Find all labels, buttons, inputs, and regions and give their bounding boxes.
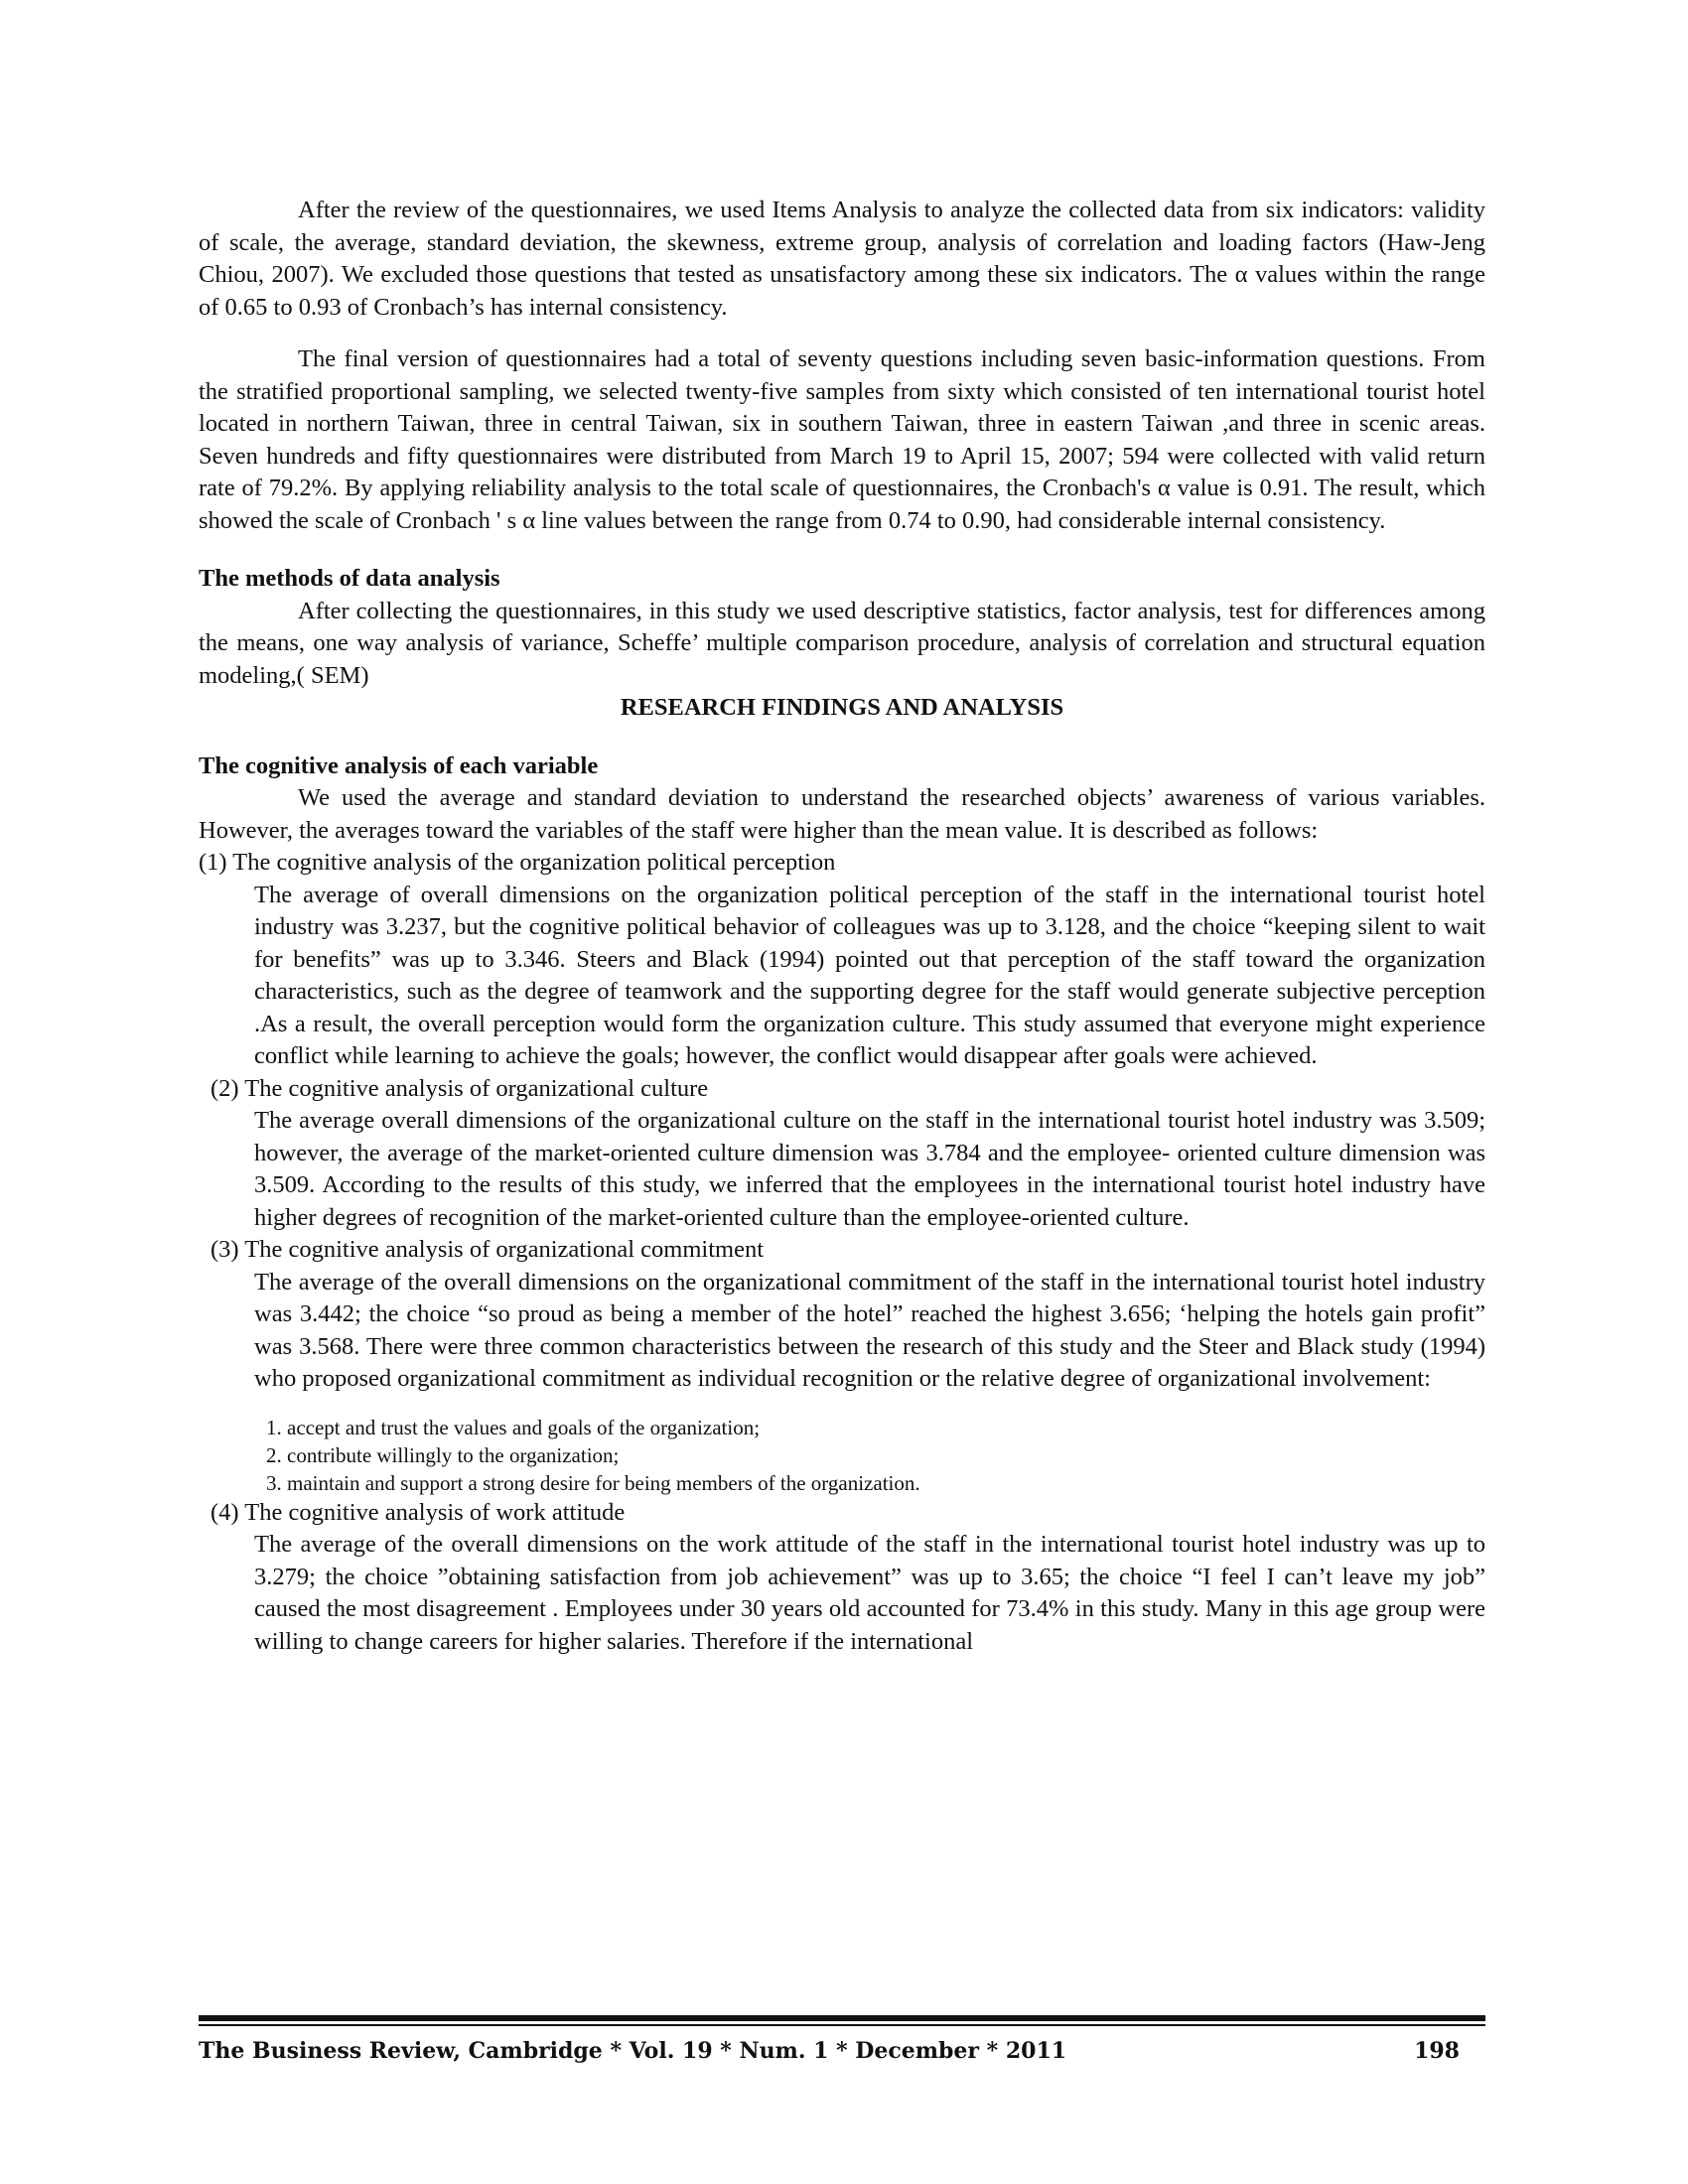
paragraph-items-analysis: After the review of the questionnaires, we used Items Analysis to analyze the collected data from six indicators: validity of scale, the average, standard deviation, the skewness, extreme group, analysis of correlation and loading factors (Haw-Jeng Chiou, 2007). We excluded those questions that tested as unsatisfactory among these six indicators. The α values within the range of 0.65 to 0.93 of Cronbach’s has internal consistency.	[199, 197, 1485, 321]
page-content	[199, 195, 1485, 1658]
page-number: 198	[1414, 2038, 1460, 2064]
commitment-list	[266, 1414, 1485, 1497]
section-body: The average overall dimensions of the organizational culture on the staff in the international tourist hotel industry was 3.509; however, the average of the market-oriented culture dimension was 3.784 and the employee- oriented culture dimension was 3.509. According to the results of this study, we inferred that the employees in the international tourist hotel industry have higher degrees of recognition of the market-oriented culture than the employee-oriented culture.	[254, 1107, 1485, 1231]
section-title: (2) The cognitive analysis of organizational culture	[211, 1074, 709, 1102]
section-body: The average of the overall dimensions on the organizational commitment of the staff in the international tourist hotel industry was 3.442; the choice “so proud as being a member of the hotel” reached the highest 3.656; ‘helping the hotels gain profit” was 3.568. There were three common characteristics between the research of this study and the Steer and Black study (1994) who proposed organizational commitment as individual recognition or the relative degree of organizational involvement:	[254, 1268, 1485, 1392]
list-item: 2. contribute willingly to the organization;	[266, 1442, 620, 1467]
footer-divider	[199, 2015, 1485, 2026]
list-item: 1. accept and trust the values and goals of the organization;	[266, 1415, 761, 1439]
methods-body: After collecting the questionnaires, in this study we used descriptive statistics, factor analysis, test for differences among the means, one way analysis of variance, Scheffe’ multiple comparison procedure, analysis of correlation and structural equation modeling,( SEM)	[199, 597, 1485, 689]
page-footer	[199, 2037, 1485, 2065]
section-title: (3) The cognitive analysis of organizational commitment	[211, 1236, 765, 1263]
section-organizational-commitment	[199, 1234, 1485, 1497]
cognitive-body: We used the average and standard deviation to understand the researched objects’ awareness of various variables. However, the averages toward the variables of the staff were higher than the mean value. It is described as follows:	[199, 784, 1485, 844]
journal-citation: The Business Review, Cambridge * Vol. 19 * Num. 1 * December * 2011	[199, 2038, 1067, 2064]
section-title: (1) The cognitive analysis of the organization political perception	[199, 849, 836, 876]
methods-section	[199, 563, 1485, 692]
cognitive-heading: The cognitive analysis of each variable	[199, 751, 599, 779]
methods-heading: The methods of data analysis	[199, 565, 500, 592]
paragraph-final-questionnaire: The final version of questionnaires had a total of seventy questions including seven basic-information questions. From the stratified proportional sampling, we selected twenty-five samples from sixty which consisted of ten international tourist hotel located in northern Taiwan, three in central Taiwan, six in southern Taiwan, three in eastern Taiwan ,and three in scenic areas. Seven hundreds and fifty questionnaires were distributed from March 19 to April 15, 2007; 594 were collected with valid return rate of 79.2%. By applying reliability analysis to the total scale of questionnaires, the Cronbach's α value is 0.91. The result, which showed the scale of Cronbach ' s α line values between the range from 0.74 to 0.90, had considerable internal consistency.	[199, 345, 1485, 534]
list-item: 3. maintain and support a strong desire for being members of the organization.	[266, 1470, 920, 1495]
findings-heading: RESEARCH FINDINGS AND ANALYSIS	[620, 694, 1064, 721]
section-work-attitude	[199, 1497, 1485, 1659]
section-organizational-culture	[199, 1073, 1485, 1235]
section-body: The average of the overall dimensions on the work attitude of the staff in the international tourist hotel industry was up to 3.279; the choice ”obtaining satisfaction from job achievement” was up to 3.65; the choice “I feel I can’t leave my job” caused the most disagreement . Employees under 30 years old accounted for 73.4% in this study. Many in this age group were willing to change careers for higher salaries. Therefore if the international	[254, 1531, 1485, 1655]
section-political-perception	[199, 847, 1485, 1073]
cognitive-section	[199, 751, 1485, 848]
section-title: (4) The cognitive analysis of work attitude	[211, 1498, 626, 1526]
section-body: The average of overall dimensions on the organization political perception of the staff in the international tourist hotel industry was 3.237, but the cognitive political behavior of colleagues was up to 3.128, and the choice “keeping silent to wait for benefits” was up to 3.346. Steers and Black (1994) pointed out that perception of the staff toward the organization characteristics, such as the degree of teamwork and the supporting degree for the staff would generate subjective perception .As a result, the overall perception would form the organization culture. This study assumed that everyone might experience conflict while learning to achieve the goals; however, the conflict would disappear after goals were achieved.	[254, 881, 1485, 1069]
